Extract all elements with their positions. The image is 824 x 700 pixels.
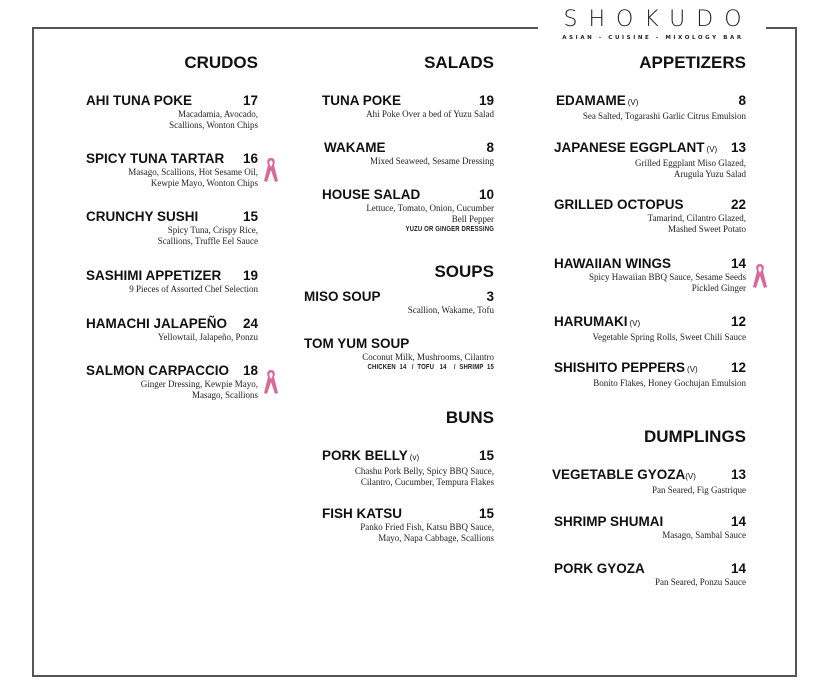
item-name: FISH KATSU [322,506,402,521]
awareness-ribbon-icon [752,262,768,290]
item-price: 15 [478,506,494,521]
item-note: YUZU OR GINGER DRESSING [405,226,494,233]
brand-logo [540,8,766,41]
item-name: HARUMAKI [554,314,628,329]
menu-item-shishito-peppers [554,360,746,389]
item-description: Bonito Flakes, Honey Gochujan Emulsion [593,378,746,388]
item-price: 8 [738,93,746,108]
menu-item-shrimp-shumai [554,514,746,541]
item-description: Mashed Sweet Potato [668,224,746,234]
section-title-salads: SALADS [424,53,494,72]
item-name: TOM YUM SOUP [304,336,410,351]
menu-item-pork-belly [322,448,494,488]
item-description: Sea Salted, Togarashi Garlic Citrus Emulsion [582,111,746,121]
vegetarian-marker: (V) [685,472,696,481]
vegetarian-marker: (V) [627,98,639,107]
menu-item-edamame [556,93,746,122]
item-price: 15 [242,209,258,224]
item-price: 8 [486,140,494,155]
menu-item-pork-gyoza [554,561,746,588]
item-description: Masago, Scallions, Hot Sesame Oil, [128,167,258,177]
item-price: 12 [730,314,746,329]
item-description: Lettuce, Tomato, Onion, Cucumber [366,203,494,213]
item-name: JAPANESE EGGPLANT [554,140,705,155]
menu-item-crunchy-sushi [86,209,258,247]
item-price: 15 [478,448,494,463]
item-name: CRUNCHY SUSHI [86,209,199,224]
vegetarian-marker: (V) [629,319,641,328]
menu-item-fish-katsu [322,506,494,544]
item-name: HOUSE SALAD [322,187,421,202]
menu-item-sashimi-appetizer [86,268,258,295]
item-price: 22 [730,197,746,212]
item-description: 9 Pieces of Assorted Chef Selection [129,284,258,294]
section-title-soups: SOUPS [434,262,494,281]
item-description: Mayo, Napa Cabbage, Scallions [378,533,494,543]
item-name: SPICY TUNA TARTAR [86,151,225,166]
item-name: VEGETABLE GYOZA [552,467,686,482]
item-description: Tamarind, Cilantro Glazed, [647,213,746,223]
item-name: MISO SOUP [304,289,381,304]
vegetarian-marker: (V) [687,365,698,374]
item-price: 14 [730,561,746,576]
menu-item-vegetable-gyoza [552,467,746,496]
item-name: SASHIMI APPETIZER [86,268,222,283]
menu-item-hawaiian-wings [554,256,746,294]
item-name: TUNA POKE [322,93,402,108]
item-description: Scallions, Truffle Eel Sauce [157,236,258,246]
item-description: Panko Fried Fish, Katsu BBQ Sauce, [360,522,494,532]
item-description: Grilled Eggplant Miso Glazed, [635,158,746,168]
item-name: WAKAME [324,140,386,155]
item-description: Masago, Sambal Sauce [662,530,746,540]
item-name: EDAMAME [556,93,626,108]
item-description: Scallions, Wonton Chips [169,120,258,130]
item-description: Vegetable Spring Rolls, Sweet Chili Sauce [592,332,746,342]
item-name: AHI TUNA POKE [86,93,193,108]
item-price: 13 [730,467,746,482]
item-description: Spicy Tuna, Crispy Rice, [167,225,258,235]
awareness-ribbon-icon [263,368,279,396]
item-name: SALMON CARPACCIO [86,363,229,378]
item-price: 13 [730,140,746,155]
item-description: Yellowtail, Jalapeño, Ponzu [157,332,258,342]
item-price: 14 [730,256,746,271]
section-title-appetizers: APPETIZERS [639,53,746,72]
menu-item-house-salad [322,187,494,234]
item-price: 3 [486,289,494,304]
item-description: Scallion, Wakame, Tofu [407,305,494,315]
item-description: Pan Seared, Ponzu Sauce [655,577,746,587]
item-price: 18 [242,363,258,378]
awareness-ribbon-icon [263,156,279,184]
item-price: 12 [730,360,746,375]
item-name: SHRIMP SHUMAI [554,514,664,529]
item-description: Coconut Milk, Mushrooms, Cilantro [362,352,494,362]
menu-item-miso-soup [304,289,494,316]
item-price: 19 [478,93,494,108]
brand-tagline: ASIAN - CUISINE - MIXOLOGY BAR [562,35,744,41]
brand-name: SHOKUDO [563,7,753,32]
item-description: Cilantro, Cucumber, Tempura Flakes [360,477,494,487]
item-name: GRILLED OCTOPUS [554,197,684,212]
item-price: 19 [242,268,258,283]
item-price: 14 [730,514,746,529]
menu-item-japanese-eggplant [554,140,746,180]
item-description: Bell Pepper [451,214,494,224]
menu-item-spicy-tuna-tartar [86,151,258,189]
item-description: Mixed Seaweed, Sesame Dressing [370,156,494,166]
item-price: 17 [242,93,258,108]
item-description: Macadamia, Avocado, [177,109,258,119]
section-title-crudos: CRUDOS [184,53,258,72]
item-description: Pan Seared, Fig Gastrique [652,485,746,495]
item-name: PORK BELLY [322,448,408,463]
menu-item-tuna-poke [322,93,494,120]
menu-item-hamachi-jalapeno [86,316,258,343]
item-description: Kewpie Mayo, Wonton Chips [150,178,258,188]
item-description: Chashu Pork Belly, Spicy BBQ Sauce, [354,466,494,476]
vegetarian-marker: (v) [409,453,420,462]
menu-item-ahi-tuna-poke [86,93,258,131]
menu-item-grilled-octopus [554,197,746,235]
item-price: 24 [242,316,258,331]
menu-item-tom-yum-soup [304,336,494,372]
item-description: Ahi Poke Over a bed of Yuzu Salad [366,109,494,119]
item-description: Spicy Hawaiian BBQ Sauce, Sesame Seeds [589,272,746,282]
item-price: 16 [242,151,258,166]
section-title-dumplings: DUMPLINGS [644,427,746,446]
item-price: 10 [478,187,494,202]
item-description: Ginger Dressing, Kewpie Mayo, [140,379,258,389]
menu-item-salmon-carpaccio [86,363,258,401]
vegetarian-marker: (V) [706,145,718,154]
item-description: Arugula Yuzu Salad [673,169,746,179]
item-name: PORK GYOZA [554,561,645,576]
item-name: HAMACHI JALAPEÑO [86,316,228,331]
section-title-buns: BUNS [445,408,494,427]
item-description: Pickled Ginger [691,283,746,293]
item-price-options: CHICKEN 14 / TOFU 14 / SHRIMP 15 [367,364,494,371]
item-name: SHISHITO PEPPERS [554,360,686,375]
item-description: Masago, Scallions [192,390,258,400]
menu-item-harumaki [554,314,746,343]
item-name: HAWAIIAN WINGS [554,256,671,271]
menu-item-wakame [324,140,494,167]
